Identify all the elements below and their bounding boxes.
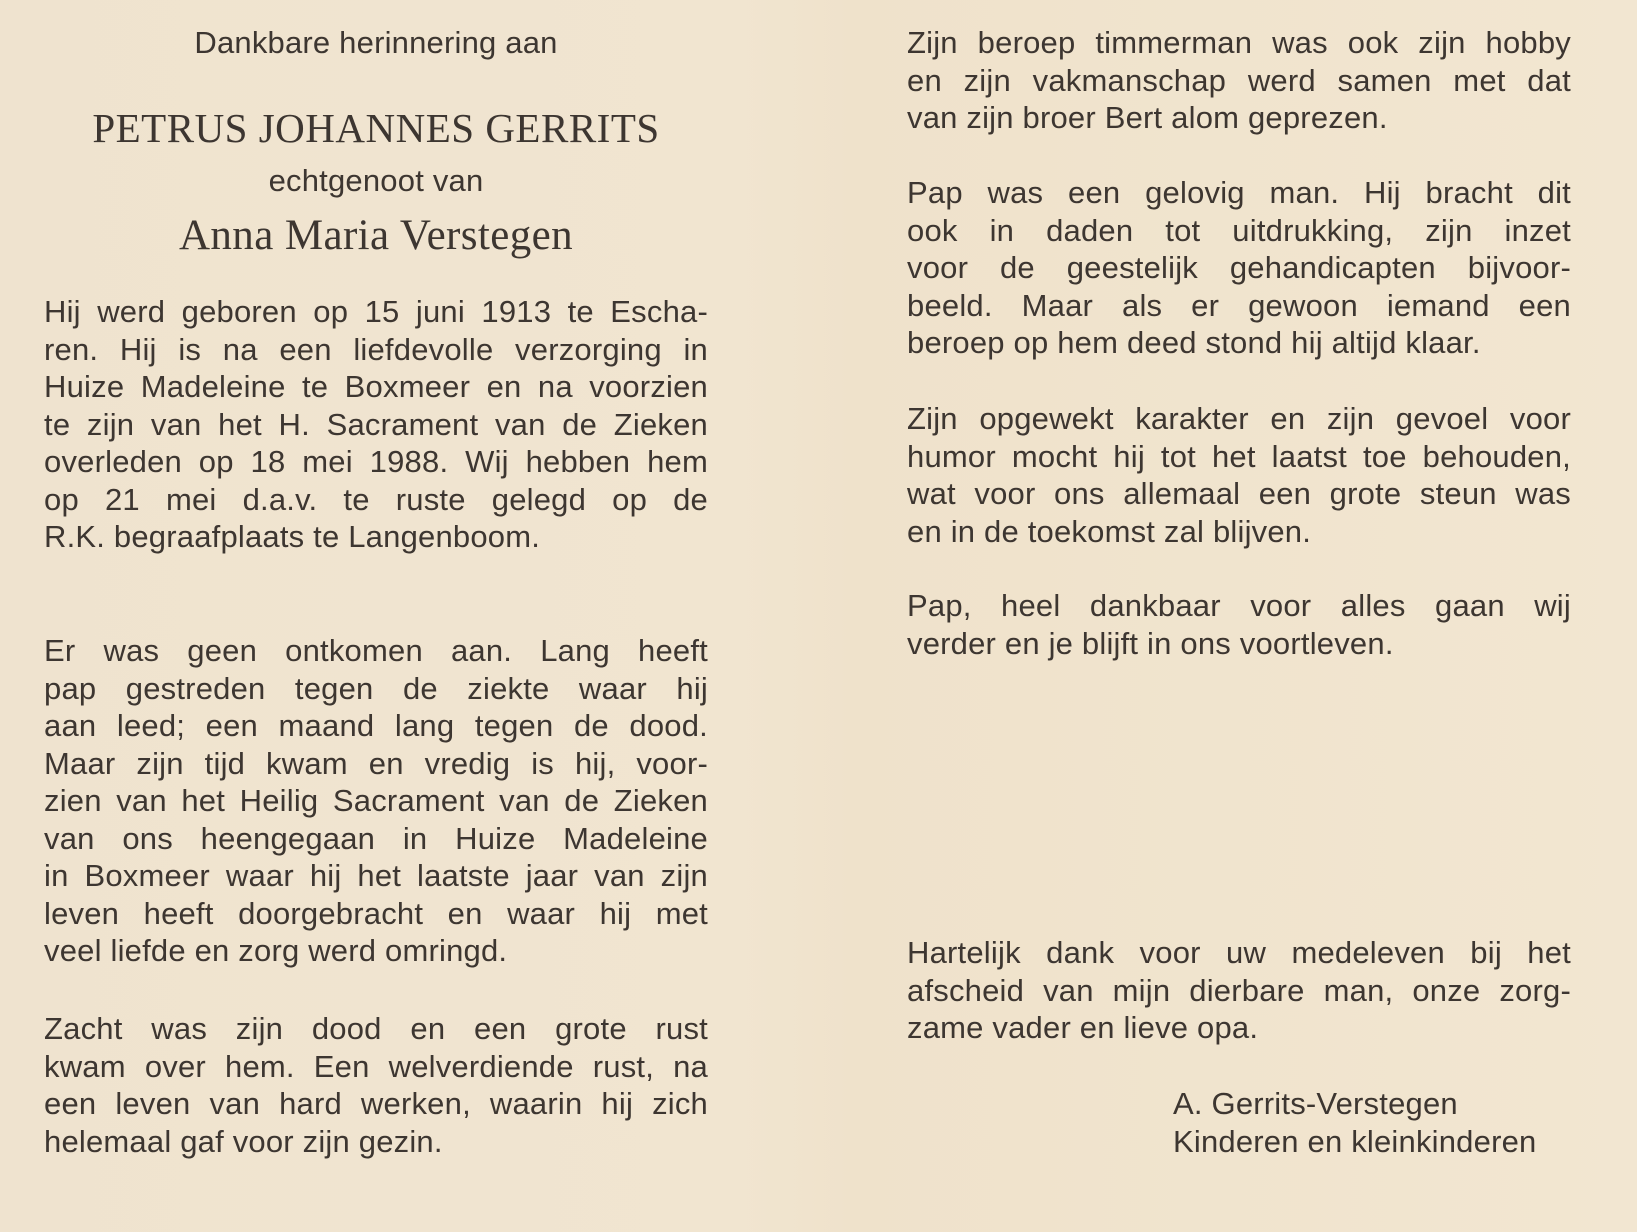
profession-paragraph — [907, 24, 1571, 137]
remembrance-intro: Dankbare herinnering aan — [194, 25, 558, 60]
text-line: in Boxmeer waar hij het laatste jaar van zijn — [44, 858, 708, 893]
biography-paragraph — [44, 293, 708, 556]
thanks-paragraph — [907, 934, 1571, 1047]
text-line: Zijn beroep timmerman was ook zijn hobby — [907, 25, 1571, 60]
text-line: zame vader en lieve opa. — [907, 1010, 1259, 1045]
deceased-name: PETRUS JOHANNES GERRITS — [92, 105, 660, 151]
text-line: voor de geestelijk gehandicapten bijvoor- — [907, 250, 1571, 285]
text-line: pap gestreden tegen de ziekte waar hij — [44, 670, 708, 706]
text-line: Zijn opgewekt karakter en zijn gevoel voor — [907, 401, 1571, 436]
text-line: helemaal gaf voor zijn gezin. — [44, 1123, 443, 1159]
illness-paragraph — [44, 632, 708, 970]
text-line: Er was geen ontkomen aan. Lang heeft — [44, 633, 708, 668]
text-line: beroep op hem deed stond hij altijd klaar. — [907, 325, 1481, 360]
text-line: wat voor ons allemaal een grote steun was — [907, 476, 1571, 511]
text-line: op 21 mei d.a.v. te ruste gelegd op de — [44, 481, 708, 517]
text-line: verder en je blijft in ons voortleven. — [907, 625, 1394, 661]
signature-line: A. Gerrits-Verstegen — [1173, 1086, 1458, 1121]
text-line: ren. Hij is na een liefdevolle verzorging in — [44, 331, 708, 367]
text-line: en zijn vakmanschap werd samen met dat — [907, 62, 1571, 98]
text-line: Pap, heel dankbaar voor alles gaan wij — [907, 588, 1571, 623]
text-line: humor mocht hij tot het laatst toe behouden, — [907, 438, 1571, 474]
text-line: Maar zijn tijd kwam en vredig is hij, voor- — [44, 745, 708, 781]
text-line: afscheid van mijn dierbare man, onze zorg- — [907, 972, 1571, 1008]
text-line: Pap was een gelovig man. Hij bracht dit — [907, 175, 1571, 210]
text-line: overleden op 18 mei 1988. Wij hebben hem — [44, 444, 708, 479]
rest-paragraph — [44, 1010, 708, 1160]
text-line: aan leed; een maand lang tegen de dood. — [44, 708, 708, 743]
text-line: R.K. begraafplaats te Langenboom. — [44, 519, 541, 554]
character-paragraph — [907, 400, 1571, 550]
gratitude-paragraph — [907, 587, 1571, 662]
text-line: Hartelijk dank voor uw medeleven bij het — [907, 935, 1571, 970]
text-line: Hij werd geboren op 15 juni 1913 te Escha- — [44, 294, 708, 329]
text-line: en in de toekomst zal blijven. — [907, 513, 1312, 549]
faith-paragraph — [907, 174, 1571, 362]
text-line: een leven van hard werken, waarin hij zich — [44, 1086, 708, 1121]
text-line: veel liefde en zorg werd omringd. — [44, 933, 508, 968]
text-line: Huize Madeleine te Boxmeer en na voorzien — [44, 369, 708, 404]
text-line: van zijn broer Bert alom geprezen. — [907, 100, 1388, 135]
signature-block — [1173, 1085, 1593, 1160]
spouse-name: Anna Maria Verstegen — [178, 212, 574, 259]
text-line: te zijn van het H. Sacrament van de Zieken — [44, 406, 708, 442]
text-line: leven heeft doorgebracht en waar hij met — [44, 895, 708, 931]
text-line: kwam over hem. Een welverdiende rust, na — [44, 1048, 708, 1084]
signature-line: Kinderen en kleinkinderen — [1173, 1123, 1537, 1159]
spouse-intro: echtgenoot van — [268, 163, 484, 198]
text-line: Zacht was zijn dood en een grote rust — [44, 1011, 708, 1046]
text-line: zien van het Heilig Sacrament van de Zieken — [44, 783, 708, 818]
text-line: ook in daden tot uitdrukking, zijn inzet — [907, 212, 1571, 248]
text-line: van ons heengegaan in Huize Madeleine — [44, 820, 708, 856]
text-line: beeld. Maar als er gewoon iemand een — [907, 287, 1571, 323]
